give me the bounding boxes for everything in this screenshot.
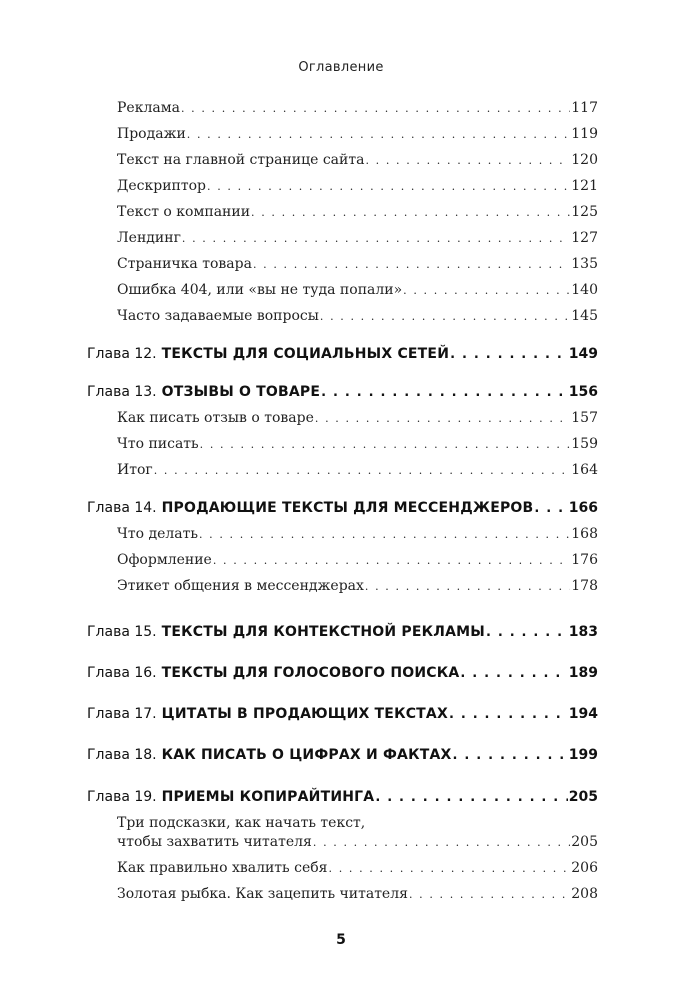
chapter-heading-18[interactable]: [87, 747, 598, 763]
toc-entry-title: Реклама: [117, 100, 180, 116]
dot-leader: [534, 500, 567, 516]
chapter-title: ПРОДАЮЩИЕ ТЕКСТЫ ДЛЯ МЕССЕНДЖЕРОВ: [161, 500, 534, 516]
toc-entry-page: 168: [571, 526, 598, 542]
dot-leader: [181, 100, 570, 116]
dot-leader: [486, 624, 568, 640]
toc-entry-title: Лендинг: [117, 230, 181, 246]
toc-entry[interactable]: [117, 462, 598, 478]
toc-entry[interactable]: [117, 282, 598, 298]
toc-entry-title: Золотая рыбка. Как зацепить читателя: [117, 886, 408, 902]
dot-leader: [315, 410, 570, 426]
toc-entry[interactable]: [117, 204, 598, 220]
toc-entry-title: Что писать: [117, 436, 199, 452]
toc-entry[interactable]: [117, 152, 598, 168]
dot-leader: [409, 886, 570, 902]
chapter-page: 156: [568, 384, 598, 400]
toc-entry-title: Текст о компании: [117, 204, 251, 220]
toc-entry[interactable]: [117, 552, 598, 568]
dot-leader: [187, 126, 570, 142]
toc-entry-page: 159: [571, 436, 598, 452]
toc-entry-page: 145: [571, 308, 598, 324]
chapter-heading-17[interactable]: [87, 706, 598, 722]
dot-leader: [449, 706, 568, 722]
toc-entry[interactable]: [117, 256, 598, 272]
chapter-title: ЦИТАТЫ В ПРОДАЮЩИХ ТЕКСТАХ: [161, 706, 448, 722]
dot-leader: [460, 665, 567, 681]
toc-entry-page: 120: [571, 152, 598, 168]
chapter-page: 194: [568, 706, 598, 722]
toc-entry-title: Как правильно хвалить себя: [117, 860, 328, 876]
chapter-number: Глава 12.: [87, 346, 157, 362]
chapter-title: ТЕКСТЫ ДЛЯ КОНТЕКСТНОЙ РЕКЛАМЫ: [161, 624, 485, 640]
dot-leader: [251, 204, 570, 220]
toc-entry-page: 125: [571, 204, 598, 220]
toc-entry-title: Продажи: [117, 126, 186, 142]
dot-leader: [375, 789, 567, 805]
dot-leader: [182, 230, 570, 246]
toc-entry-page: 205: [571, 834, 598, 850]
dot-leader: [365, 578, 570, 594]
toc-entry-page: 176: [571, 552, 598, 568]
dot-leader: [320, 308, 570, 324]
toc-entry-page: 157: [571, 410, 598, 426]
toc-entry[interactable]: [117, 410, 598, 426]
dot-leader: [200, 436, 571, 452]
chapter-number: Глава 17.: [87, 706, 157, 722]
dot-leader: [213, 552, 570, 568]
toc-entry-page: 164: [571, 462, 598, 478]
toc-entry-title: Как писать отзыв о товаре: [117, 410, 314, 426]
toc-entry[interactable]: [117, 886, 598, 902]
toc-entry[interactable]: [117, 436, 598, 452]
toc-entry-title: Что делать: [117, 526, 198, 542]
dot-leader: [199, 526, 570, 542]
toc-entry-page: 127: [571, 230, 598, 246]
toc-entry[interactable]: [117, 815, 598, 850]
toc-entry[interactable]: [117, 860, 598, 876]
chapter-title: ТЕКСТЫ ДЛЯ СОЦИАЛЬНЫХ СЕТЕЙ: [161, 346, 450, 362]
dot-leader: [365, 152, 570, 168]
toc-entry-title: Оформление: [117, 552, 212, 568]
toc-entry-title: Итог: [117, 462, 153, 478]
dot-leader: [253, 256, 570, 272]
toc-entry-page: 208: [571, 886, 598, 902]
page-header: Оглавление: [298, 60, 384, 75]
toc-entry-title: чтобы захватить читателя: [117, 834, 312, 850]
toc-entry-page: 121: [571, 178, 598, 194]
chapter-number: Глава 19.: [87, 789, 157, 805]
dot-leader: [154, 462, 571, 478]
chapter-title: ТЕКСТЫ ДЛЯ ГОЛОСОВОГО ПОИСКА: [161, 665, 460, 681]
chapter-title: ПРИЕМЫ КОПИРАЙТИНГА: [161, 789, 375, 805]
toc-entry-page: 206: [571, 860, 598, 876]
chapter-page: 205: [568, 789, 598, 805]
toc-entry-title: Часто задаваемые вопросы: [117, 308, 319, 324]
toc-entry-page: 178: [571, 578, 598, 594]
chapter-page: 166: [568, 500, 598, 516]
chapter-heading-19[interactable]: [87, 789, 598, 805]
chapter-page: 183: [568, 624, 598, 640]
chapter-heading-14[interactable]: [87, 500, 598, 516]
dot-leader: [329, 860, 571, 876]
chapter-number: Глава 13.: [87, 384, 157, 400]
dot-leader: [403, 282, 570, 298]
toc-entry-title: Страничка товара: [117, 256, 252, 272]
chapter-heading-16[interactable]: [87, 665, 598, 681]
toc-entry-page: 135: [571, 256, 598, 272]
toc-entry[interactable]: [117, 578, 598, 594]
chapter-number: Глава 14.: [87, 500, 157, 516]
toc-entry-page: 117: [571, 100, 598, 116]
dot-leader: [453, 747, 568, 763]
chapter-heading-12[interactable]: [87, 346, 598, 362]
dot-leader: [450, 346, 568, 362]
chapter-page: 189: [568, 665, 598, 681]
toc-entry-title-line1: Три подсказки, как начать текст,: [117, 815, 366, 831]
dot-leader: [321, 384, 568, 400]
toc-entry[interactable]: [117, 178, 598, 194]
chapter-number: Глава 15.: [87, 624, 157, 640]
toc-entry[interactable]: [117, 526, 598, 542]
chapter-heading-13[interactable]: [87, 384, 598, 400]
toc-entry-page: 119: [571, 126, 598, 142]
dot-leader: [207, 178, 570, 194]
toc-entry-title: Дескриптор: [117, 178, 207, 194]
toc-entry-title: Этикет общения в мессенджерах: [117, 578, 364, 594]
chapter-number: Глава 18.: [87, 747, 157, 763]
page-number: 5: [336, 932, 346, 948]
chapter-heading-15[interactable]: [87, 624, 598, 640]
toc-entry-title: Текст на главной странице сайта: [117, 152, 365, 168]
chapter-title: ОТЗЫВЫ О ТОВАРЕ: [161, 384, 321, 400]
chapter-page: 149: [568, 346, 598, 362]
chapter-page: 199: [568, 747, 598, 763]
toc-entry[interactable]: [117, 126, 598, 142]
toc-entry-title: Ошибка 404, или «вы не туда попали»: [117, 282, 403, 298]
toc-entry[interactable]: [117, 230, 598, 246]
dot-leader: [313, 834, 570, 850]
toc-entry-page: 140: [571, 282, 598, 298]
toc-entry[interactable]: [117, 100, 598, 116]
chapter-number: Глава 16.: [87, 665, 157, 681]
toc-entry[interactable]: [117, 308, 598, 324]
chapter-title: КАК ПИСАТЬ О ЦИФРАХ И ФАКТАХ: [161, 747, 452, 763]
